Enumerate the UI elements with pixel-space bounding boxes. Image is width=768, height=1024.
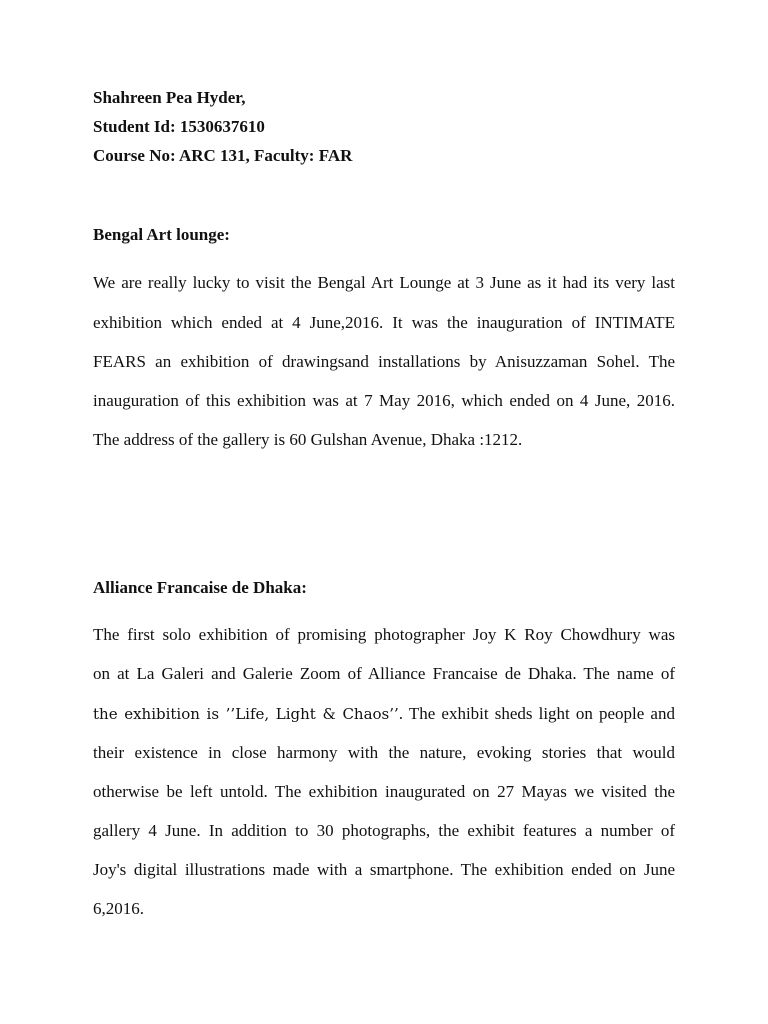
paragraph-line: The first solo exhibition of promising photographer Joy K Roy Chowdhury was — [93, 625, 675, 644]
paragraph-line: inauguration of this exhibition was at 7 May 2016, which ended on 4 June, 2016. — [93, 391, 675, 410]
paragraph-line: gallery 4 June. In addition to 30 photographs, the exhibit features a number of — [93, 821, 675, 840]
paragraph-line: their existence in close harmony with the nature, evoking stories that would — [93, 743, 675, 762]
author-name: Shahreen Pea Hyder, — [93, 88, 246, 107]
paragraph-line-continuation: . The exhibit sheds light on people and — [398, 704, 675, 723]
paragraph-line: FEARS an exhibition of drawingsand installations by Anisuzzaman Sohel. The — [93, 352, 675, 371]
section-heading-bengal-art-lounge: Bengal Art lounge: — [93, 225, 230, 244]
paragraph-line: otherwise be left untold. The exhibition inaugurated on 27 Mayas we visited the — [93, 782, 675, 801]
exhibition-title-text: the exhibition is ’’Life, Light & Chaos’’ — [93, 705, 399, 723]
paragraph-line: We are really lucky to visit the Bengal Art Lounge at 3 June as it had its very last — [93, 273, 675, 292]
paragraph-line: exhibition which ended at 4 June,2016. It was the inauguration of INTIMATE — [93, 313, 675, 332]
course-info: Course No: ARC 131, Faculty: FAR — [93, 146, 353, 165]
paragraph-line: The address of the gallery is 60 Gulshan Avenue, Dhaka :1212. — [93, 430, 523, 449]
paragraph-line-mixed — [93, 704, 675, 724]
section-heading-alliance-francaise: Alliance Francaise de Dhaka: — [93, 578, 307, 597]
student-id: Student Id: 1530637610 — [93, 117, 265, 136]
paragraph-line: Joy's digital illustrations made with a smartphone. The exhibition ended on June — [93, 860, 675, 879]
paragraph-line: on at La Galeri and Galerie Zoom of Alliance Francaise de Dhaka. The name of — [93, 664, 675, 683]
paragraph-line: 6,2016. — [93, 899, 144, 918]
